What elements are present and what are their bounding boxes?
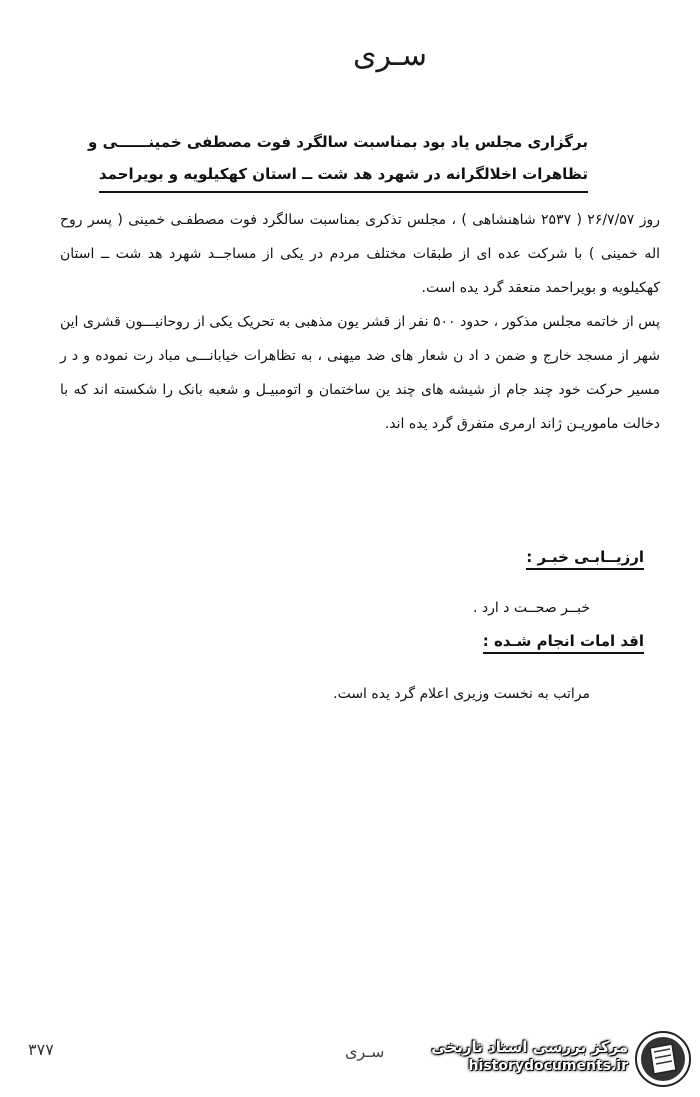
subject-line-1: برگزاری مجلس یاد بود بمناسبت سالگرد فوت مصطفی خمینــــــی و <box>88 133 588 151</box>
subject-line-2: تظاهرات اخلالگرانه در شهرد هد شت ــ استان کهکیلویه و بویراحمد <box>99 158 588 193</box>
document-subject <box>88 126 588 193</box>
document-body <box>60 203 660 441</box>
action-value: مراتب به نخست وزیری اعلام گرد یده است. <box>333 686 590 702</box>
evaluation-label <box>526 548 644 566</box>
page-number: ۳۷۷ <box>28 1040 54 1059</box>
archive-watermark <box>422 1030 692 1090</box>
action-label-text: اقد امات انجام شـده : <box>483 632 644 654</box>
archive-logo-icon <box>634 1030 692 1088</box>
evaluation-label-text: ارزیــابـی خبـر : <box>526 548 644 570</box>
watermark-text-block <box>431 1038 628 1074</box>
watermark-title: مرکز بررسی اسناد تاریخی <box>431 1038 628 1056</box>
watermark-url: historydocuments.ir <box>468 1058 628 1074</box>
paragraph-2: پس از خاتمه مجلس مذکور ، حدود ۵۰۰ نفر از قشر یون مذهبی به تحریک یکی از روحانیـــون قشری این شهر از مسجد خارج و ضمن د اد ن شعار های ضد میهنی ، به تظاهرات خیابانـــی مباد رت نموده و د ر مسیر حرکت خود چند جام از شیشه های چند ین ساختمان و اتومبیـل و شعبه بانک را شکسته اند که با دخالت ماموریـن ژاند ارمری متفرق گرد یده اند. <box>60 314 660 432</box>
evaluation-value: خبــر صحــت د ارد . <box>472 600 590 616</box>
paragraph-1: روز ۲۶/۷/۵۷ ( ۲۵۳۷ شاهنشاهی ) ، مجلس تذکری بمناسبت سالگرد فوت مصطفـی خمینی ( پسر روح اله خمینی ) با شرکت عده ای از طبقات مختلف مردم در یکی از مساجــد شهرد هد شت ــ استان کهکیلویه و بویراحمد منعقد گرد یده است. <box>60 212 660 296</box>
footer-classification-stamp: سـری <box>345 1042 385 1061</box>
classification-header: سـری <box>353 38 427 73</box>
action-label <box>483 632 644 650</box>
